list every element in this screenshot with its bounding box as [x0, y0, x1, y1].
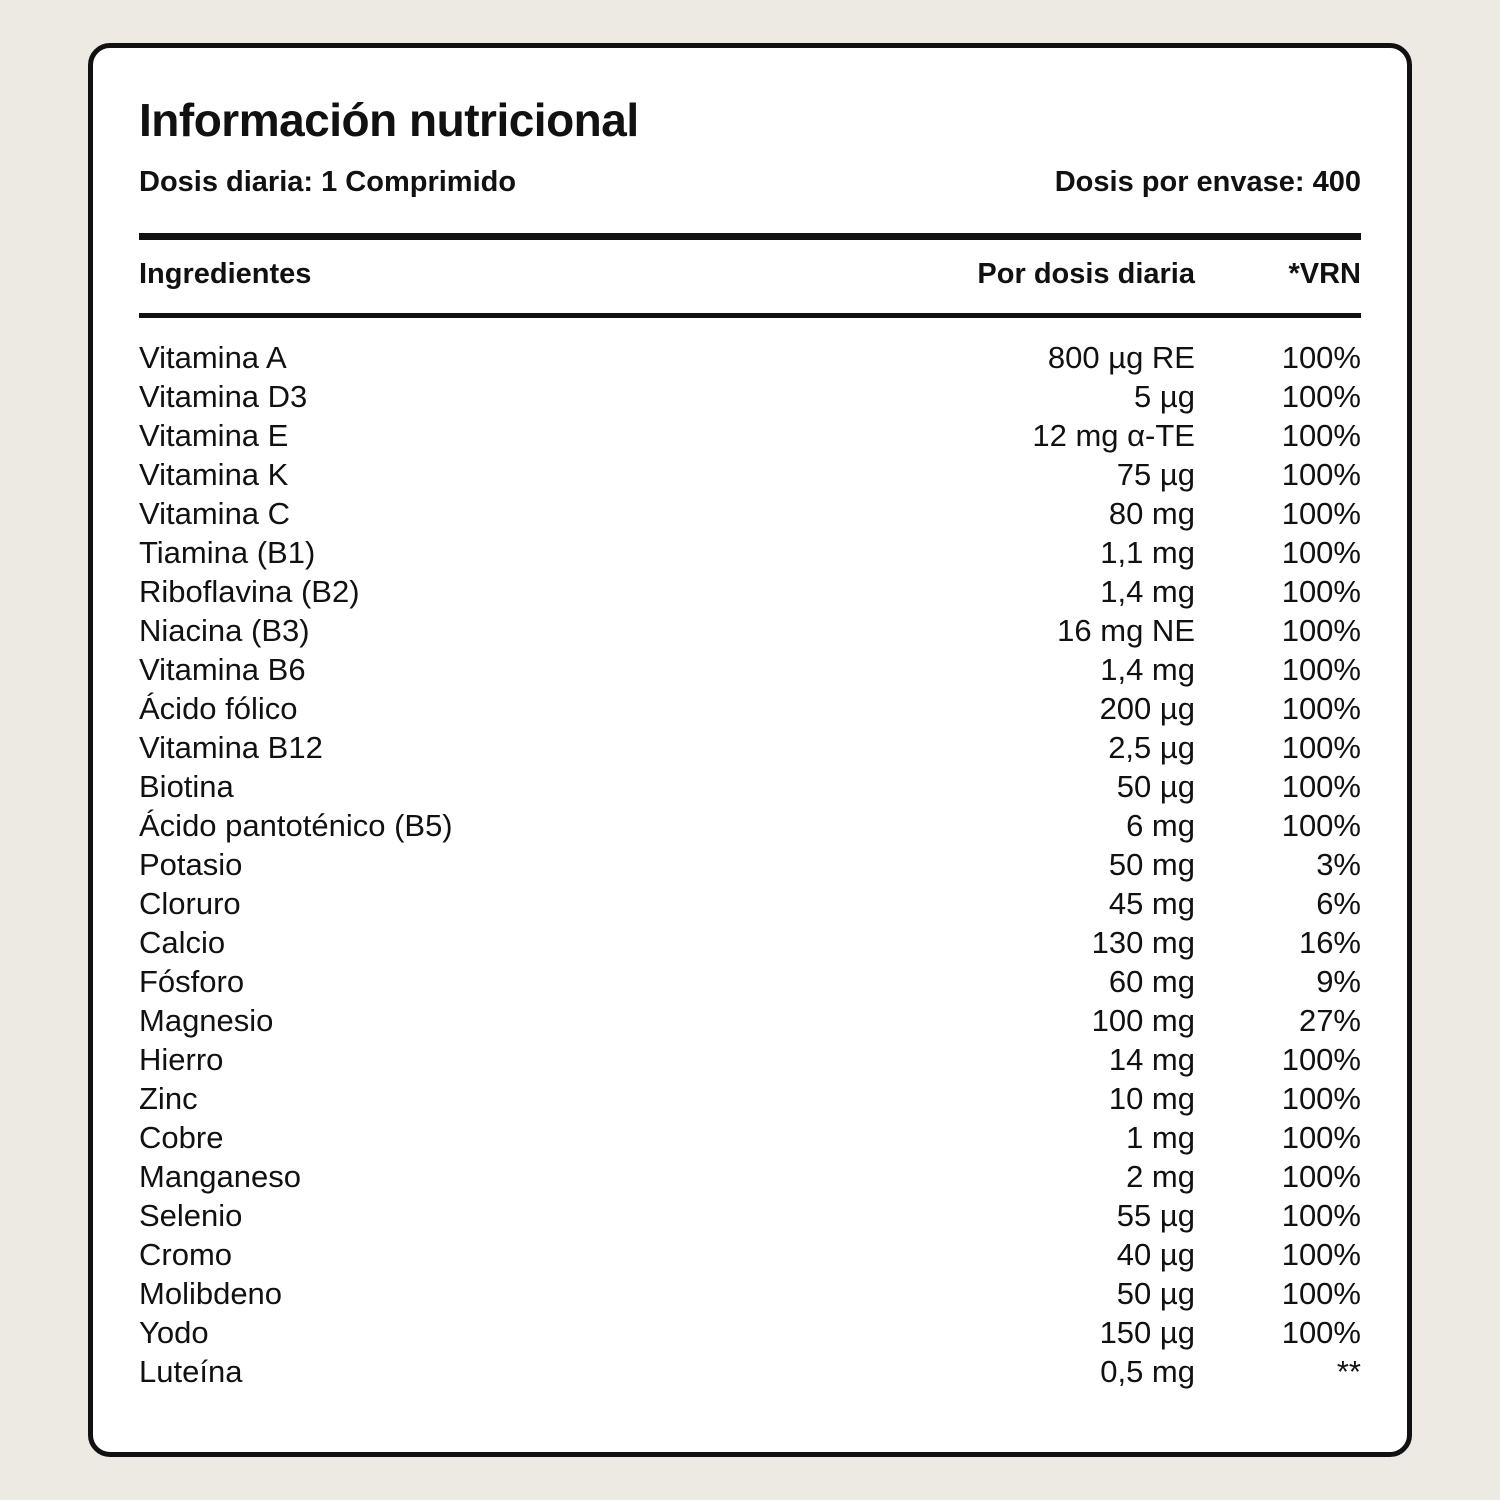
nutrient-name: Calcio [139, 924, 226, 960]
nutrient-amount: 1,4 mg [1100, 651, 1195, 687]
nutrient-vrn: 100% [1281, 1080, 1361, 1116]
table-row [139, 494, 1361, 533]
nutrient-amount: 200 µg [1099, 690, 1195, 726]
nutrient-name: Biotina [139, 768, 234, 804]
table-row [139, 338, 1361, 377]
table-row [139, 1352, 1361, 1391]
nutrient-name: Vitamina A [139, 339, 287, 375]
table-row [139, 650, 1361, 689]
nutrient-amount: 50 µg [1116, 1275, 1195, 1311]
nutrient-vrn: 100% [1281, 1119, 1361, 1155]
nutrient-vrn: 100% [1281, 339, 1361, 375]
nutrient-name: Yodo [139, 1314, 209, 1350]
nutrient-amount: 1,4 mg [1100, 573, 1195, 609]
nutrient-name: Fósforo [139, 963, 245, 999]
nutrient-name: Cromo [139, 1236, 233, 1272]
nutrient-vrn: 100% [1281, 1314, 1361, 1350]
nutrient-amount: 1 mg [1126, 1119, 1195, 1155]
nutrient-vrn: 100% [1281, 495, 1361, 531]
table-row [139, 689, 1361, 728]
nutrient-vrn: 100% [1281, 456, 1361, 492]
nutrient-vrn: 3% [1316, 846, 1361, 882]
nutrient-vrn: 100% [1281, 768, 1361, 804]
nutrition-facts-content [139, 66, 1361, 1434]
nutrient-vrn: 100% [1281, 1197, 1361, 1233]
nutrient-amount: 130 mg [1091, 924, 1195, 960]
nutrient-name: Riboflavina (B2) [139, 573, 360, 609]
nutrient-amount: 80 mg [1108, 495, 1195, 531]
nutrient-amount: 50 mg [1108, 846, 1195, 882]
nutrient-vrn: 100% [1281, 612, 1361, 648]
nutrient-name: Hierro [139, 1041, 224, 1077]
nutrient-amount: 5 µg [1134, 378, 1195, 414]
nutrient-vrn: 100% [1281, 417, 1361, 453]
nutrient-vrn: 100% [1281, 573, 1361, 609]
nutrient-amount: 16 mg NE [1057, 612, 1195, 648]
nutrient-amount: 6 mg [1126, 807, 1195, 843]
table-row [139, 1079, 1361, 1118]
nutrient-name: Manganeso [139, 1158, 302, 1194]
nutrient-amount: 55 µg [1116, 1197, 1195, 1233]
nutrient-name: Selenio [139, 1197, 243, 1233]
nutrient-amount: 2,5 µg [1108, 729, 1195, 765]
nutrient-vrn: 100% [1281, 378, 1361, 414]
nutrient-amount: 150 µg [1099, 1314, 1195, 1350]
table-row [139, 1001, 1361, 1040]
page-title: Información nutricional [139, 94, 639, 146]
nutrient-name: Vitamina C [139, 495, 291, 531]
nutrient-vrn: 100% [1281, 690, 1361, 726]
table-row [139, 728, 1361, 767]
table-row [139, 572, 1361, 611]
servings-per-container-label: Dosis por envase: 400 [1054, 165, 1361, 198]
nutrition-facts-panel [88, 43, 1412, 1457]
table-row [139, 1235, 1361, 1274]
nutrient-amount: 0,5 mg [1100, 1353, 1195, 1389]
nutrient-name: Magnesio [139, 1002, 274, 1038]
table-row [139, 767, 1361, 806]
nutrient-vrn: 100% [1281, 807, 1361, 843]
table-row [139, 1118, 1361, 1157]
nutrient-amount: 2 mg [1126, 1158, 1195, 1194]
nutrient-amount: 12 mg α-TE [1032, 417, 1195, 453]
table-row [139, 1040, 1361, 1079]
nutrient-vrn: 100% [1281, 1041, 1361, 1077]
nutrient-vrn: 100% [1281, 1236, 1361, 1272]
table-row [139, 1157, 1361, 1196]
nutrient-amount: 14 mg [1108, 1041, 1195, 1077]
nutrient-name: Cobre [139, 1119, 224, 1155]
nutrient-name: Vitamina K [139, 456, 289, 492]
table-row [139, 923, 1361, 962]
nutrient-amount: 45 mg [1108, 885, 1195, 921]
column-header-ingredients: Ingredientes [139, 257, 312, 290]
column-header-vrn: *VRN [1288, 257, 1361, 290]
nutrient-vrn: 16% [1298, 924, 1361, 960]
nutrient-name: Vitamina B12 [139, 729, 323, 765]
nutrient-amount: 40 µg [1116, 1236, 1195, 1272]
daily-dose-label: Dosis diaria: 1 Comprimido [139, 165, 517, 198]
table-row [139, 845, 1361, 884]
nutrient-name: Tiamina (B1) [139, 534, 316, 570]
table-row [139, 455, 1361, 494]
nutrient-name: Luteína [139, 1353, 243, 1389]
nutrient-amount: 10 mg [1108, 1080, 1195, 1116]
nutrient-name: Zinc [139, 1080, 198, 1116]
nutrient-vrn: 100% [1281, 729, 1361, 765]
table-row [139, 884, 1361, 923]
nutrient-name: Vitamina D3 [139, 378, 308, 414]
nutrient-name: Vitamina E [139, 417, 289, 453]
table-row [139, 806, 1361, 845]
table-row [139, 962, 1361, 1001]
table-row [139, 611, 1361, 650]
dose-summary-row [139, 166, 1361, 199]
nutrient-vrn: 9% [1316, 963, 1361, 999]
nutrient-amount: 1,1 mg [1100, 534, 1195, 570]
column-header-per-dose: Por dosis diaria [977, 257, 1195, 290]
nutrient-name: Molibdeno [139, 1275, 283, 1311]
nutrient-name: Vitamina B6 [139, 651, 306, 687]
nutrient-vrn: ** [1336, 1353, 1361, 1389]
table-row [139, 1196, 1361, 1235]
table-row [139, 1274, 1361, 1313]
nutrient-amount: 60 mg [1108, 963, 1195, 999]
table-row [139, 1313, 1361, 1352]
table-header-row [139, 258, 1361, 291]
nutrient-amount: 75 µg [1116, 456, 1195, 492]
nutrient-name: Niacina (B3) [139, 612, 310, 648]
nutrient-amount: 50 µg [1116, 768, 1195, 804]
divider-thick-top [139, 233, 1361, 240]
nutrient-vrn: 100% [1281, 1158, 1361, 1194]
table-row [139, 416, 1361, 455]
nutrient-vrn: 27% [1298, 1002, 1361, 1038]
nutrient-vrn: 6% [1316, 885, 1361, 921]
nutrient-name: Potasio [139, 846, 243, 882]
nutrient-vrn: 100% [1281, 534, 1361, 570]
nutrient-amount: 100 mg [1091, 1002, 1195, 1038]
nutrient-name: Ácido pantoténico (B5) [139, 807, 453, 843]
table-row [139, 533, 1361, 572]
nutrient-vrn: 100% [1281, 1275, 1361, 1311]
nutrient-name: Ácido fólico [139, 690, 298, 726]
nutrient-amount: 800 µg RE [1047, 339, 1195, 375]
nutrient-table-body [139, 338, 1361, 1391]
nutrient-vrn: 100% [1281, 651, 1361, 687]
divider-below-header [139, 313, 1361, 318]
nutrient-name: Cloruro [139, 885, 241, 921]
table-row [139, 377, 1361, 416]
